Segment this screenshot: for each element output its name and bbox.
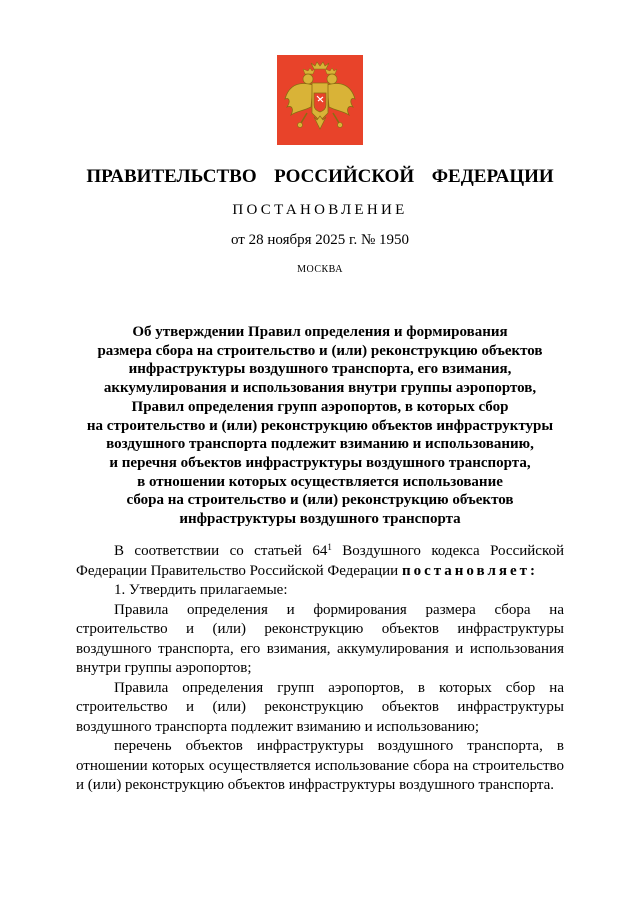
decree-title-line: на строительство и (или) реконструкцию объектов инфраструктуры [86, 417, 554, 434]
decree-body [76, 542, 564, 796]
decree-title-line: в отношении которых осуществляется использование [137, 473, 503, 490]
document-city: МОСКВА [297, 264, 343, 275]
document-type: ПОСТАНОВЛЕНИЕ [232, 202, 408, 218]
rules-formation-paragraph: Правила определения и формирования размера сбора на строительство и (или) реконструкцию объектов инфраструктуры воздушного транспорта, его взимания, аккумулирования и использования внутри группы аэропортов; [76, 601, 564, 676]
decree-title [70, 323, 570, 529]
infrastructure-list-paragraph: перечень объектов инфраструктуры воздушного транспорта, в отношении которых осуществляется использование сбора на строительство и (или) реконструкцию объектов инфраструктуры воздушного транспорта. [76, 738, 564, 793]
rules-airport-groups-paragraph: Правила определения групп аэропортов, в которых сбор на строительство и (или) реконструкцию объектов инфраструктуры воздушного транспорта подлежит взиманию и использованию; [76, 679, 564, 735]
double-headed-eagle-icon [277, 55, 363, 145]
decree-title-line: размера сбора на строительство и (или) реконструкцию объектов [97, 342, 543, 359]
decree-title-line: аккумулирования и использования внутри группы аэропортов, [103, 380, 537, 397]
document-date-number: от 28 ноября 2025 г. № 1950 [230, 232, 410, 248]
decree-title-line: и перечня объектов инфраструктуры воздушного транспорта, [109, 454, 531, 471]
decree-title-line: инфраструктуры воздушного транспорта, его взимания, [128, 361, 512, 378]
decree-title-line: Правил определения групп аэропортов, в которых сбор [131, 398, 509, 415]
decree-title-line: инфраструктуры воздушного транспорта [179, 511, 461, 528]
item-1-paragraph: 1. Утвердить прилагаемые: [114, 582, 288, 598]
decree-title-line: воздушного транспорта подлежит взиманию и использованию, [106, 436, 534, 453]
decree-title-line: Об утверждении Правил определения и формирования [132, 324, 508, 340]
government-title: ПРАВИТЕЛЬСТВО РОССИЙСКОЙ ФЕДЕРАЦИИ [86, 166, 554, 187]
decree-operative-word: постановляет: [401, 562, 539, 579]
coat-of-arms-emblem [277, 55, 363, 145]
preamble-paragraph: В соответствии со статьей $64^1$ Воздушного кодекса Российской Федерации Правительство Российской Федерации постановляет: [76, 542, 564, 579]
decree-title-line: сбора на строительство и (или) реконструкцию объектов [126, 492, 514, 509]
